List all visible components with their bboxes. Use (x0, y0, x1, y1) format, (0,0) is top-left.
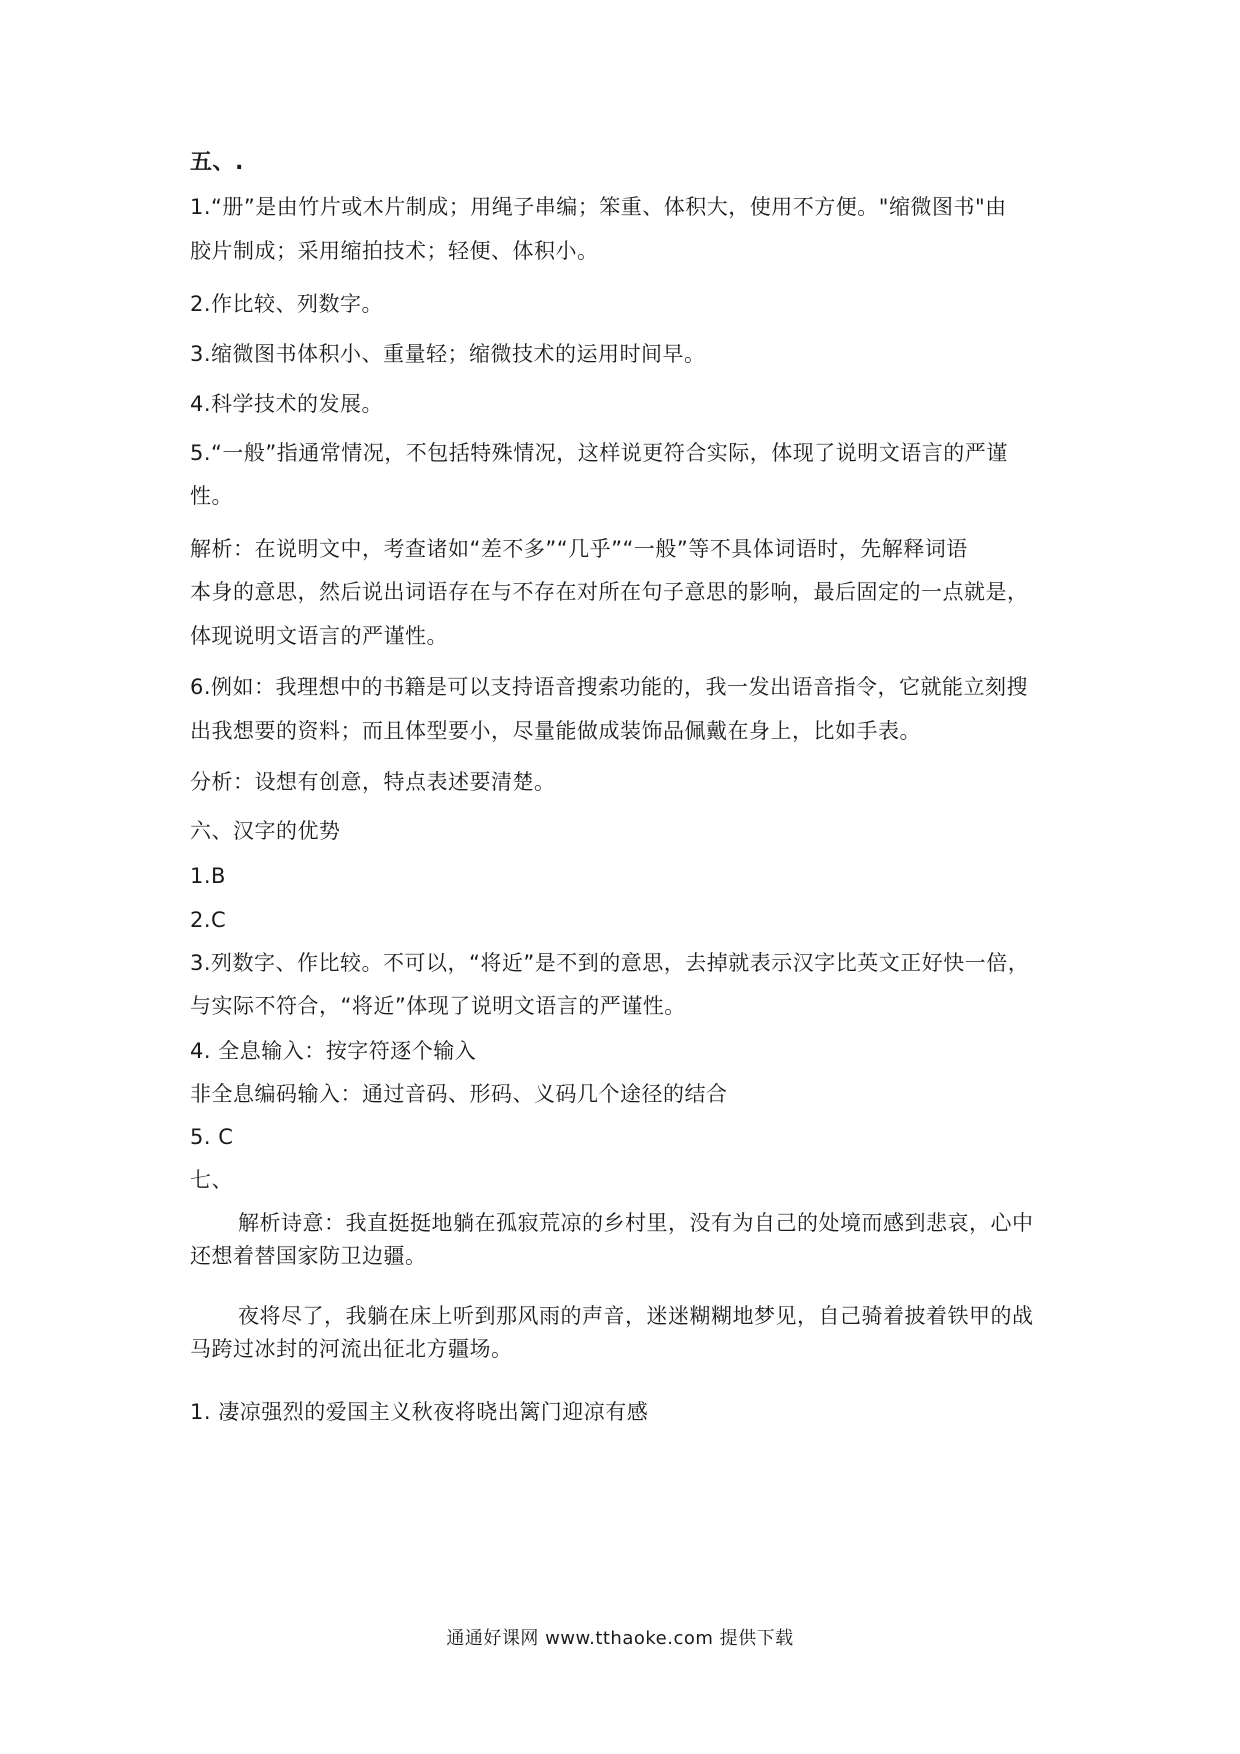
answer-line: 6.例如：我理想中的书籍是可以支持语音搜索功能的，我一发出语音指令，它就能立刻搜 (190, 675, 1029, 699)
poem-analysis-line: 解析诗意：我直挺挺地躺在孤寂荒凉的乡村里，没有为自己的处境而感到悲哀，心中 (238, 1211, 1034, 1235)
section-heading-6: 六、汉字的优势 (190, 819, 341, 843)
answer-line: 性。 (190, 484, 233, 508)
answer-line: 5. C (190, 1125, 234, 1149)
poem-analysis-line: 还想着替国家防卫边疆。 (190, 1244, 427, 1268)
answer-line: 1.B (190, 864, 226, 888)
answer-line: 出我想要的资料；而且体型要小，尽量能做成装饰品佩戴在身上，比如手表。 (190, 719, 921, 743)
analysis-line: 本身的意思，然后说出词语存在与不存在对所在句子意思的影响，最后固定的一点就是， (190, 580, 1029, 604)
section-heading-5: 五、. (190, 150, 244, 175)
answer-line: 5.“一般”指通常情况，不包括特殊情况，这样说更符合实际，体现了说明文语言的严谨 (190, 441, 1008, 465)
analysis-line: 体现说明文语言的严谨性。 (190, 624, 448, 648)
poem-analysis-line: 夜将尽了，我躺在床上听到那风雨的声音，迷迷糊糊地梦见，自己骑着披着铁甲的战 (238, 1304, 1034, 1328)
answer-line: 3.列数字、作比较。不可以，“将近”是不到的意思，去掉就表示汉字比英文正好快一倍， (190, 951, 1030, 975)
section-heading-7: 七、 (190, 1168, 233, 1192)
answer-line: 非全息编码输入：通过音码、形码、义码几个途径的结合 (190, 1082, 728, 1106)
answer-line: 4. 全息输入：按字符逐个输入 (190, 1039, 477, 1063)
answer-line: 3.缩微图书体积小、重量轻；缩微技术的运用时间早。 (190, 342, 706, 366)
poem-analysis-line: 马跨过冰封的河流出征北方疆场。 (190, 1337, 513, 1361)
analysis-line: 分析：设想有创意，特点表述要清楚。 (190, 770, 556, 794)
answer-line: 2.C (190, 908, 227, 932)
answer-line: 1. 凄凉强烈的爱国主义秋夜将晓出篱门迎凉有感 (190, 1400, 649, 1424)
page-footer: 通通好课网 www.tthaoke.com 提供下载 (446, 1628, 794, 1649)
answer-line: 2.作比较、列数字。 (190, 292, 384, 316)
answer-line: 1.“册”是由竹片或木片制成；用绳子串编；笨重、体积大，使用不方便。"缩微图书"由 (190, 195, 1007, 219)
answer-line: 4.科学技术的发展。 (190, 392, 384, 416)
answer-line: 胶片制成；采用缩拍技术；轻便、体积小。 (190, 239, 599, 263)
analysis-line: 解析：在说明文中，考查诸如“差不多”“几乎”“一般”等不具体词语时，先解释词语 (190, 537, 968, 561)
answer-line: 与实际不符合，“将近”体现了说明文语言的严谨性。 (190, 994, 686, 1018)
